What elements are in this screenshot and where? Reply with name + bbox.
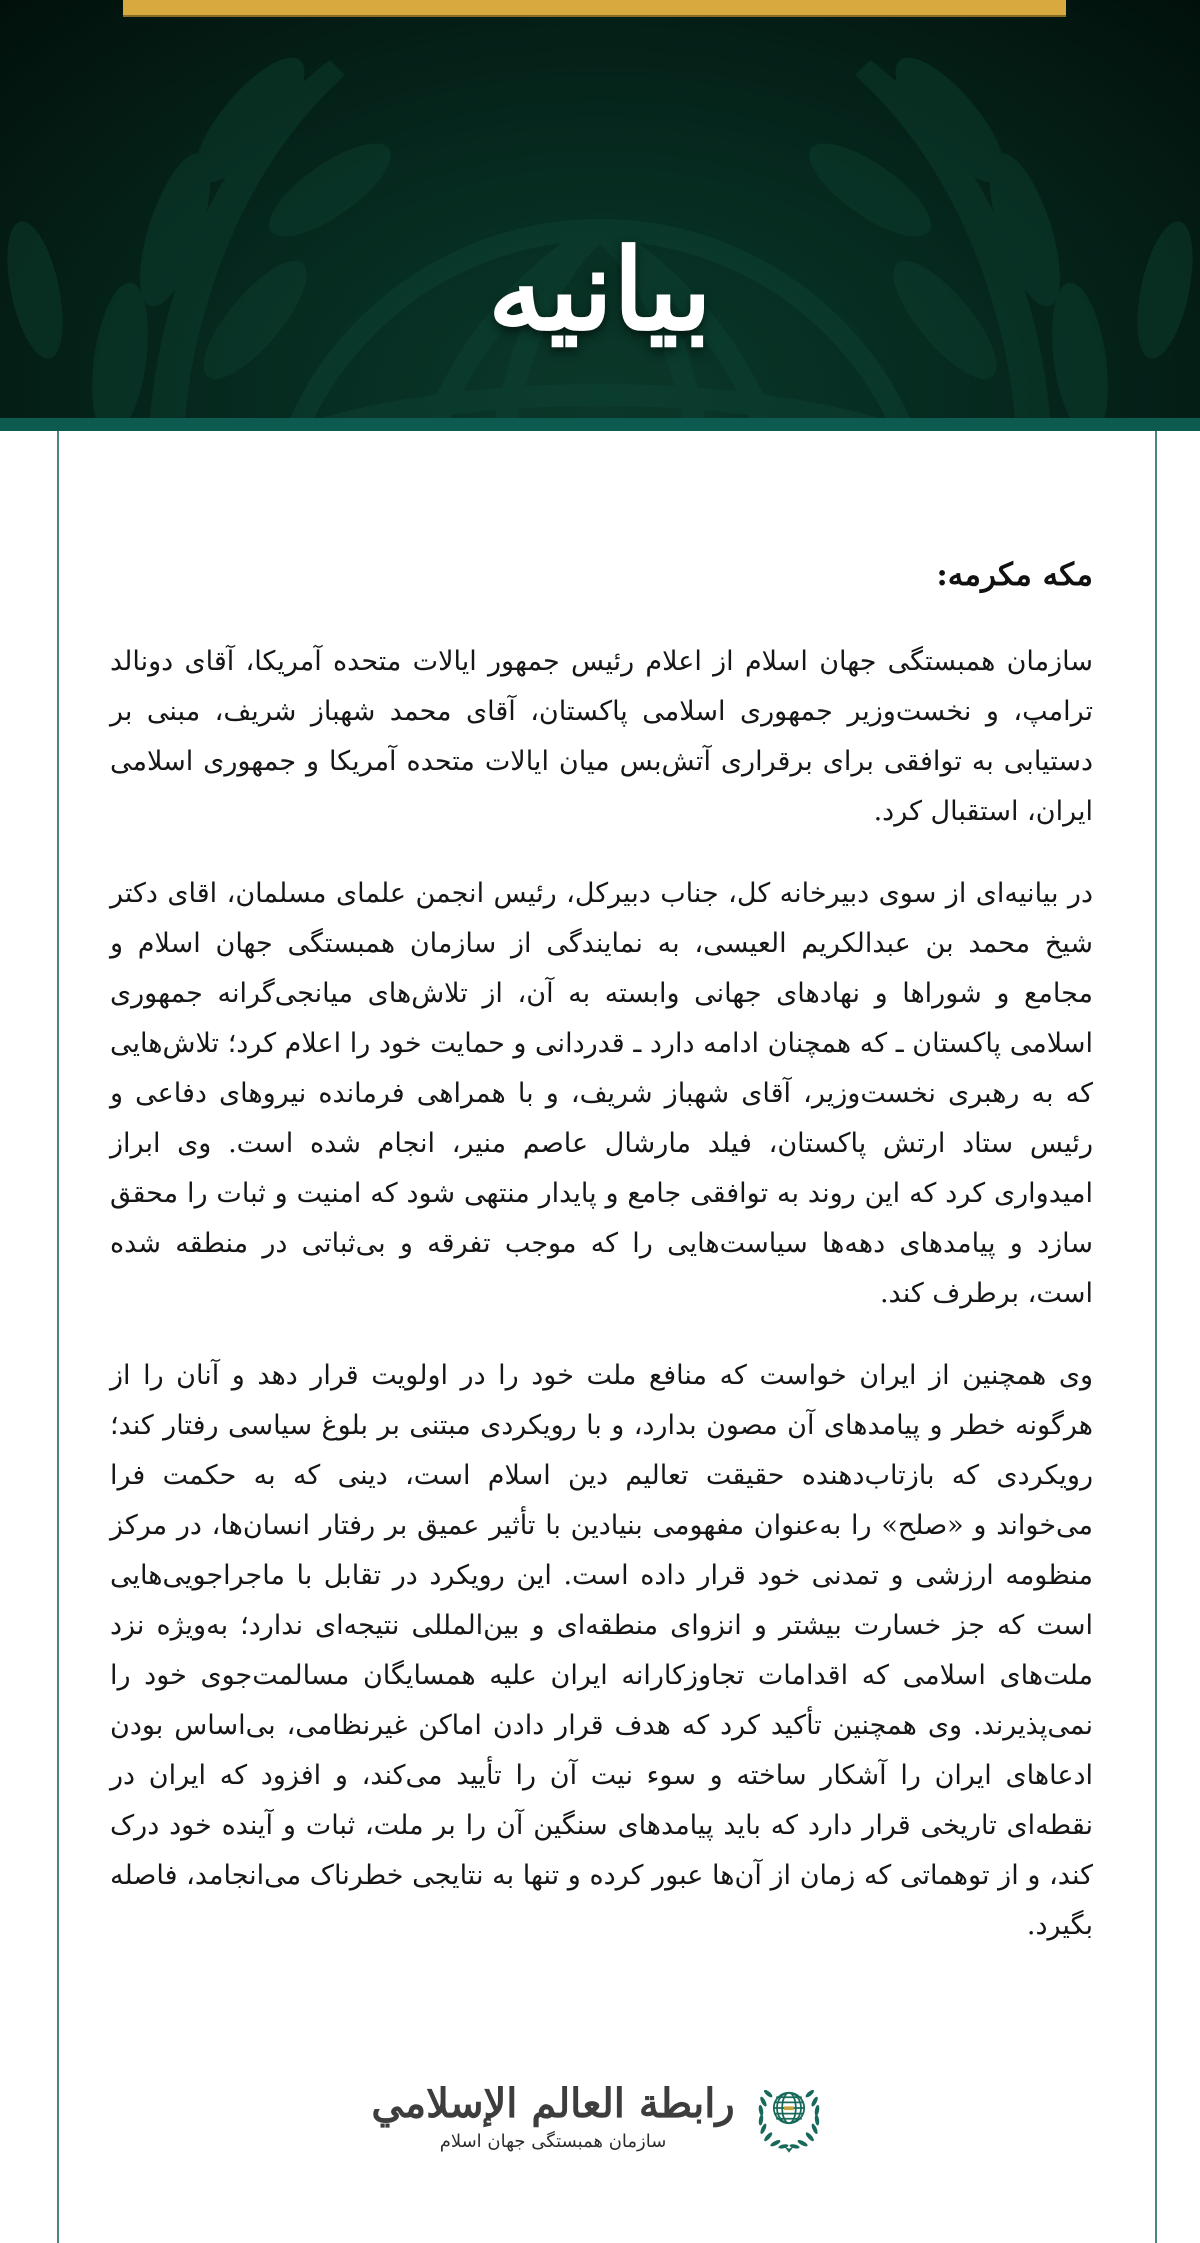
statement-paragraph: وی همچنین از ایران خواست که منافع ملت خود را در اولویت قرار دهد و آنان را از هرگونه خطر و پیامدهای آن مصون بدارد، و با رویکردی مبتنی بر بلوغ سیاسی رفتار کند؛ رویکردی که بازتاب‌دهنده حقیقت تعالیم دین اسلام است، دینی که به حکمت فرا می‌خواند و «صلح» را به‌عنوان مفهومی بنیادین با تأثیر عمیق بر رفتار انسان‌ها، در مرکز منظومه ارزشی و تمدنی خود قرار داده است. این رویکرد در تقابل با ماجراجویی‌هایی است که جز خسارت بیشتر و انزوای منطقه‌ای و بین‌المللی نتیجه‌ای ندارد؛ به‌ویژه نزد ملت‌های اسلامی که اقدامات تجاوزکارانه ایران علیه همسایگان مسالمت‌جوی خود را نمی‌پذیرند. وی همچنین تأکید کرد که هدف قرار دادن اماکن غیرنظامی، بی‌اساس بودن ادعاهای ایران را آشکار ساخته و سوء نیت آن را تأیید می‌کند، و افزود که ایران در نقطه‌ای تاریخی قرار دارد که باید پیامدهای سنگین آن را بر ملت، ثبات و آینده خود درک کند، و از توهماتی که زمان از آن‌ها عبور کرده و تنها به نتایجی خطرناک می‌انجامد، فاصله بگیرد. (110, 1360, 1093, 1941)
logo-arabic-calligraphy: رابطة العالم الإسلامي (371, 2079, 735, 2127)
logo-text-block (371, 2081, 734, 2152)
statement-title: بیانیه (487, 225, 713, 356)
header-banner (0, 0, 1200, 418)
statement-paragraph: سازمان همبستگی جهان اسلام از اعلام رئیس جمهور ایالات متحده آمریکا، آقای دونالد ترامپ، و نخست‌وزیر جمهوری اسلامی پاکستان، آقای محمد شهباز شریف، مبنی بر دستیابی به توافقی برای برقراری آتش‌بس میان ایالات متحده آمریکا و جمهوری اسلامی ایران، استقبال کرد. (110, 646, 1093, 827)
statement-paragraph: در بیانیه‌ای از سوی دبیرخانه کل، جناب دبیرکل، رئیس انجمن علمای مسلمان، اقای دکتر شیخ محمد بن عبدالکریم العیسی، به نمایندگی از سازمان همبستگی جهان اسلام و مجامع و شوراها و نهادهای جهانی وابسته به آن، از تلاش‌های میانجی‌گرانه جمهوری اسلامی پاکستان ـ که همچنان ادامه دارد ـ قدردانی و حمایت خود را اعلام کرد؛ تلاش‌هایی که به رهبری نخست‌وزیر، آقای شهباز شریف، و با همراهی فرمانده نیروهای دفاعی و رئیس ستاد ارتش پاکستان، فیلد مارشال عاصم منیر، انجام شده است. وی ابراز امیدواری کرد که این روند به توافقی جامع و پایدار منتهی شود که امنیت و ثبات را محقق سازد و پیامدهای دهه‌ها سیاست‌هایی را که موجب تفرقه و بی‌ثباتی در منطقه شده است، برطرف کند. (110, 878, 1093, 1309)
left-page-rule (57, 431, 59, 2243)
location-heading: مکه مکرمه: (936, 557, 1093, 593)
statement-text-block (110, 431, 1093, 1951)
right-page-rule (1155, 431, 1157, 2243)
gold-accent-bar (123, 0, 1066, 17)
mwl-wreath-globe-icon (749, 2076, 829, 2156)
page-body (0, 431, 1200, 2243)
teal-divider-band (0, 418, 1200, 431)
logo-persian-name: سازمان همبستگی جهان اسلام (439, 2130, 667, 2152)
organization-logo (0, 2076, 1200, 2156)
